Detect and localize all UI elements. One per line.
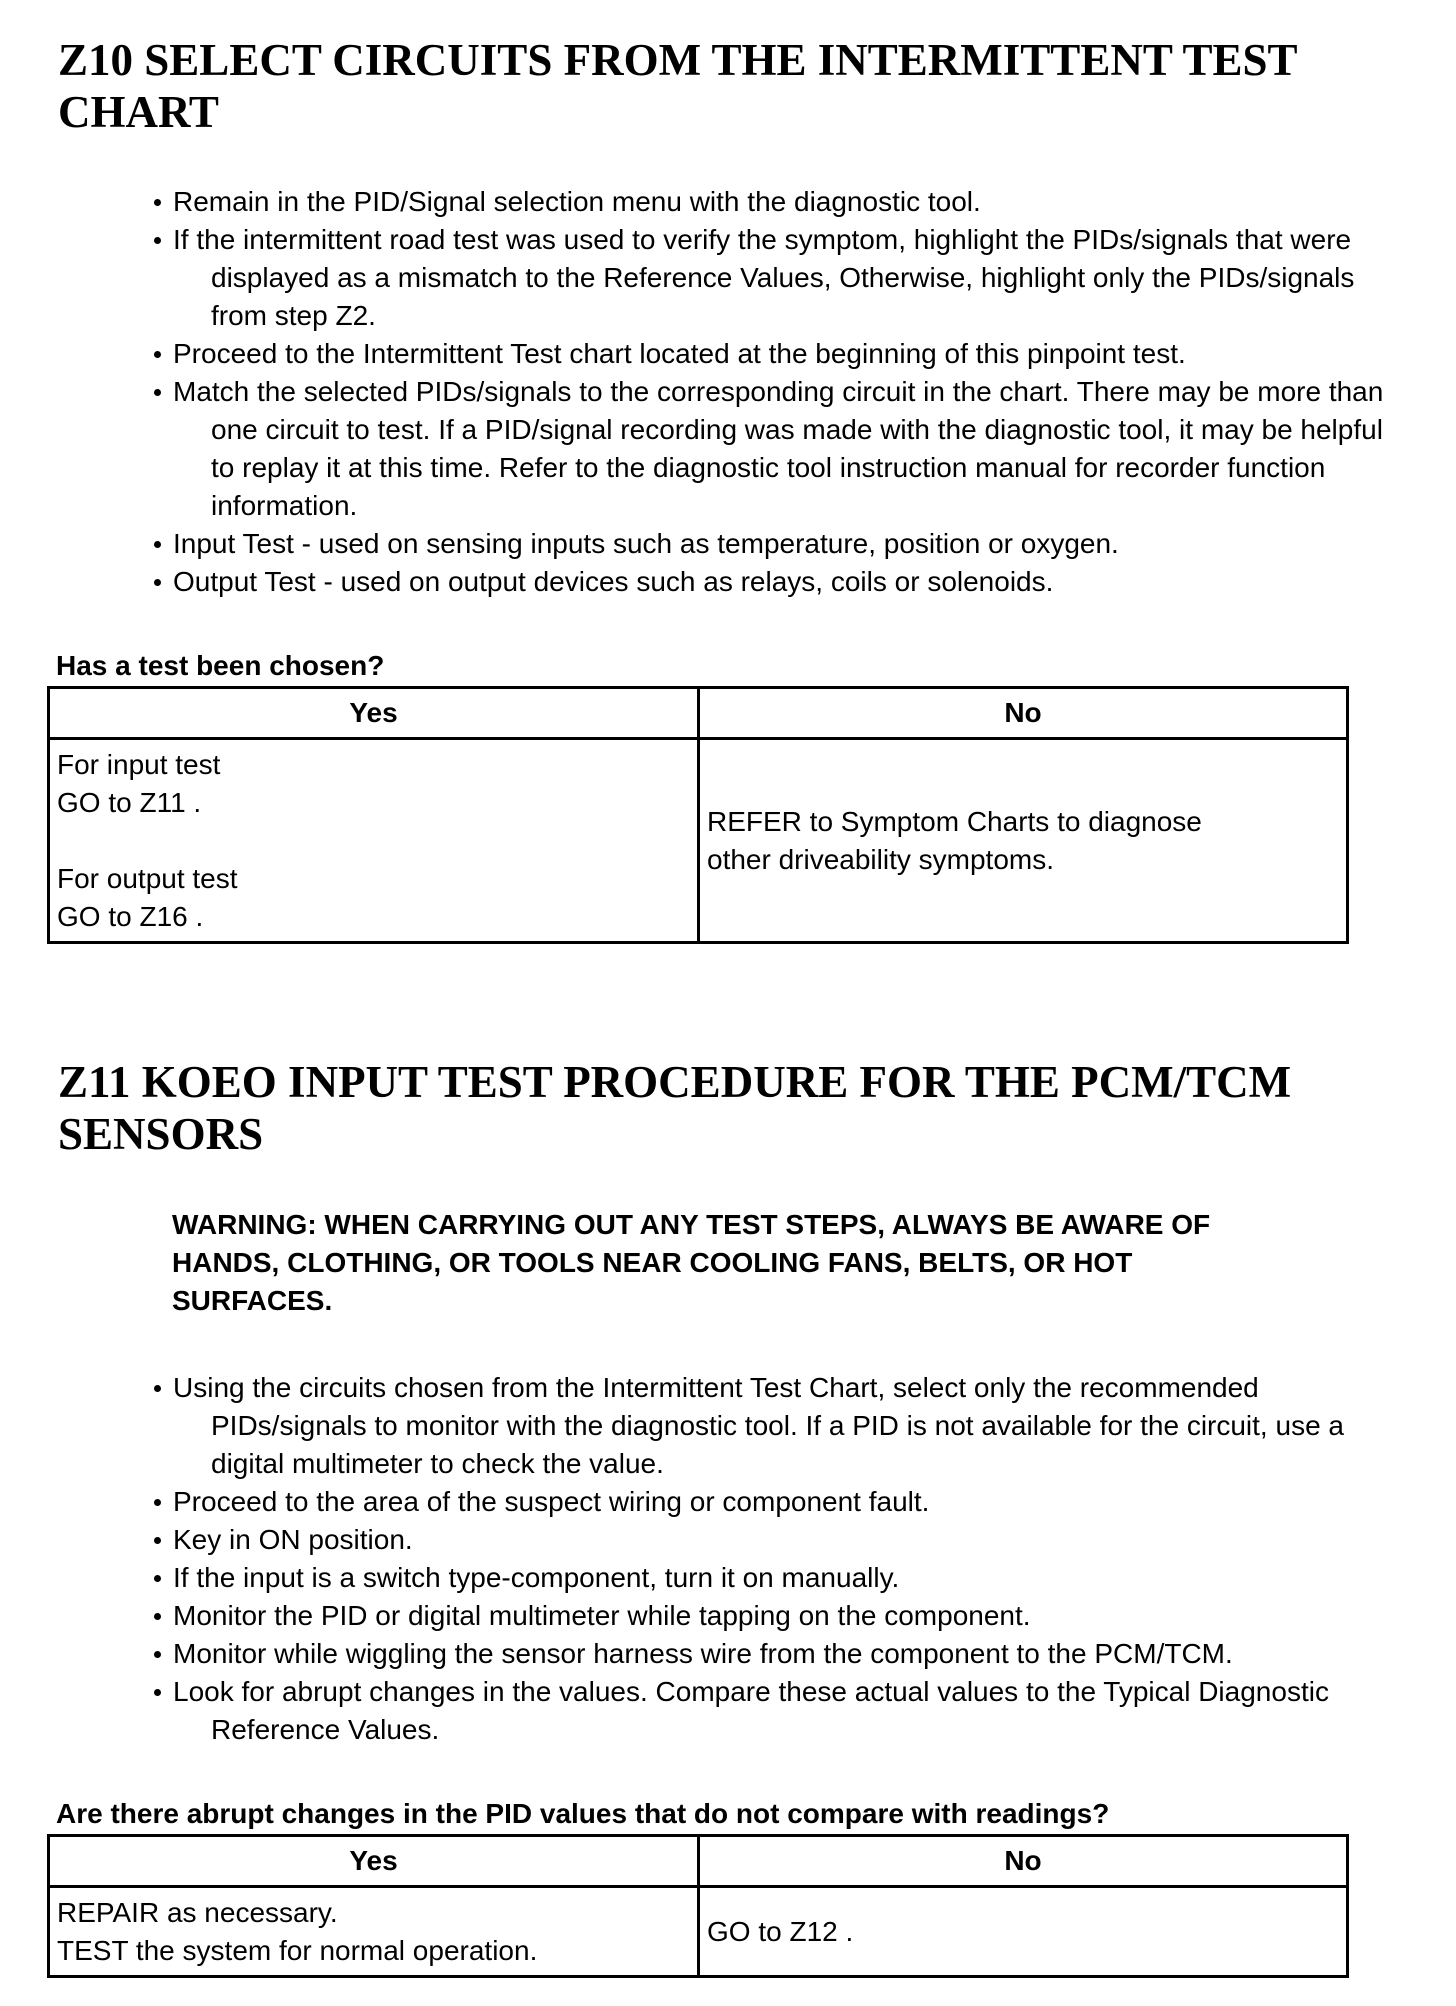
bullet-icon bbox=[154, 389, 161, 396]
bullet-text: Monitor the PID or digital multimeter while tapping on the component. bbox=[173, 1600, 1031, 1631]
yes-line: GO to Z16 . bbox=[57, 900, 204, 932]
table-row bbox=[49, 1887, 1348, 1977]
bullet-icon bbox=[154, 1689, 161, 1696]
no-cell bbox=[699, 739, 1348, 943]
z10-question: Has a test been chosen? bbox=[56, 650, 385, 681]
bullet-icon bbox=[154, 1385, 161, 1392]
yes-line: For input test bbox=[57, 748, 221, 780]
z11-bullet-list bbox=[148, 1369, 1438, 1749]
list-item bbox=[148, 335, 1428, 373]
bullet-icon bbox=[154, 1613, 161, 1620]
yes-line: For output test bbox=[57, 862, 238, 894]
table-row bbox=[49, 739, 1348, 943]
yes-header: Yes bbox=[49, 1836, 699, 1887]
no-line: GO to Z12 . bbox=[707, 1915, 854, 1947]
yes-cell bbox=[49, 739, 699, 943]
z11-decision-table bbox=[47, 1834, 1349, 1978]
list-item bbox=[148, 1559, 1438, 1597]
z10-heading-line1: Z10 SELECT CIRCUITS FROM THE INTERMITTENT TEST bbox=[58, 35, 1298, 85]
z10-heading-line2: CHART bbox=[58, 87, 219, 137]
bullet-text: Output Test - used on output devices such as relays, coils or solenoids. bbox=[173, 566, 1054, 597]
bullet-text: If the intermittent road test was used to verify the symptom, highlight the PIDs/signals that were displayed as a mismatch to the Reference Values, Otherwise, highlight only the PIDs/signals from step Z2. bbox=[173, 224, 1355, 331]
list-item bbox=[148, 1521, 1438, 1559]
bullet-icon bbox=[154, 199, 161, 206]
no-cell bbox=[699, 1887, 1348, 1977]
warning-line: HANDS, CLOTHING, OR TOOLS NEAR COOLING FANS, BELTS, OR HOT bbox=[172, 1247, 1133, 1278]
no-line: REFER to Symptom Charts to diagnose bbox=[707, 805, 1202, 837]
bullet-icon bbox=[154, 579, 161, 586]
list-item bbox=[148, 1635, 1438, 1673]
bullet-text: If the input is a switch type-component, turn it on manually. bbox=[173, 1562, 900, 1593]
bullet-text: Proceed to the Intermittent Test chart located at the beginning of this pinpoint test. bbox=[173, 338, 1186, 369]
z11-question: Are there abrupt changes in the PID values that do not compare with readings? bbox=[56, 1798, 1110, 1829]
no-header: No bbox=[699, 1836, 1348, 1887]
z10-heading bbox=[58, 34, 1378, 138]
warning-line: SURFACES. bbox=[172, 1285, 333, 1316]
warning-text bbox=[172, 1206, 1402, 1320]
bullet-icon bbox=[154, 1651, 161, 1658]
list-item bbox=[148, 183, 1428, 221]
warning-line: WARNING: WHEN CARRYING OUT ANY TEST STEPS, ALWAYS BE AWARE OF bbox=[172, 1209, 1211, 1240]
list-item bbox=[148, 1369, 1413, 1483]
bullet-text: Look for abrupt changes in the values. Compare these actual values to the Typical Diagnostic Reference Values. bbox=[173, 1676, 1329, 1745]
bullet-text: Using the circuits chosen from the Intermittent Test Chart, select only the recommended PIDs/signals to monitor with the diagnostic tool. If a PID is not available for the circuit, use a digital multimeter to check the value. bbox=[173, 1372, 1344, 1479]
bullet-icon bbox=[154, 1499, 161, 1506]
bullet-icon bbox=[154, 1537, 161, 1544]
list-item bbox=[148, 221, 1393, 335]
list-item bbox=[148, 373, 1393, 525]
yes-line: TEST the system for normal operation. bbox=[57, 1934, 538, 1966]
list-item bbox=[148, 525, 1428, 563]
z11-heading-line1: Z11 KOEO INPUT TEST PROCEDURE FOR THE PCM/TCM bbox=[58, 1057, 1292, 1107]
bullet-icon bbox=[154, 1575, 161, 1582]
bullet-text: Match the selected PIDs/signals to the corresponding circuit in the chart. There may be more than one circuit to test. If a PID/signal recording was made with the diagnostic tool, it may be helpful to replay it at this time. Refer to the diagnostic tool instruction manual for recorder function information. bbox=[173, 376, 1384, 521]
yes-line: GO to Z11 . bbox=[57, 786, 202, 818]
bullet-text: Key in ON position. bbox=[173, 1524, 413, 1555]
z11-heading bbox=[58, 1056, 1378, 1160]
list-item bbox=[148, 1597, 1438, 1635]
no-header: No bbox=[699, 688, 1348, 739]
bullet-icon bbox=[154, 237, 161, 244]
yes-header: Yes bbox=[49, 688, 699, 739]
no-line: other driveability symptoms. bbox=[707, 843, 1055, 875]
list-item bbox=[148, 1483, 1438, 1521]
bullet-text: Proceed to the area of the suspect wiring or component fault. bbox=[173, 1486, 930, 1517]
z11-heading-line2: SENSORS bbox=[58, 1109, 264, 1159]
table-header-row bbox=[49, 1836, 1348, 1887]
bullet-icon bbox=[154, 351, 161, 358]
bullet-text: Input Test - used on sensing inputs such as temperature, position or oxygen. bbox=[173, 528, 1119, 559]
list-item bbox=[148, 563, 1428, 601]
z10-decision-table bbox=[47, 686, 1349, 944]
bullet-text: Monitor while wiggling the sensor harness wire from the component to the PCM/TCM. bbox=[173, 1638, 1233, 1669]
z10-bullet-list bbox=[148, 183, 1428, 601]
yes-line: REPAIR as necessary. bbox=[57, 1896, 338, 1928]
spacer bbox=[57, 822, 690, 860]
yes-cell bbox=[49, 1887, 699, 1977]
bullet-text: Remain in the PID/Signal selection menu with the diagnostic tool. bbox=[173, 186, 981, 217]
list-item bbox=[148, 1673, 1353, 1749]
table-header-row bbox=[49, 688, 1348, 739]
bullet-icon bbox=[154, 541, 161, 548]
